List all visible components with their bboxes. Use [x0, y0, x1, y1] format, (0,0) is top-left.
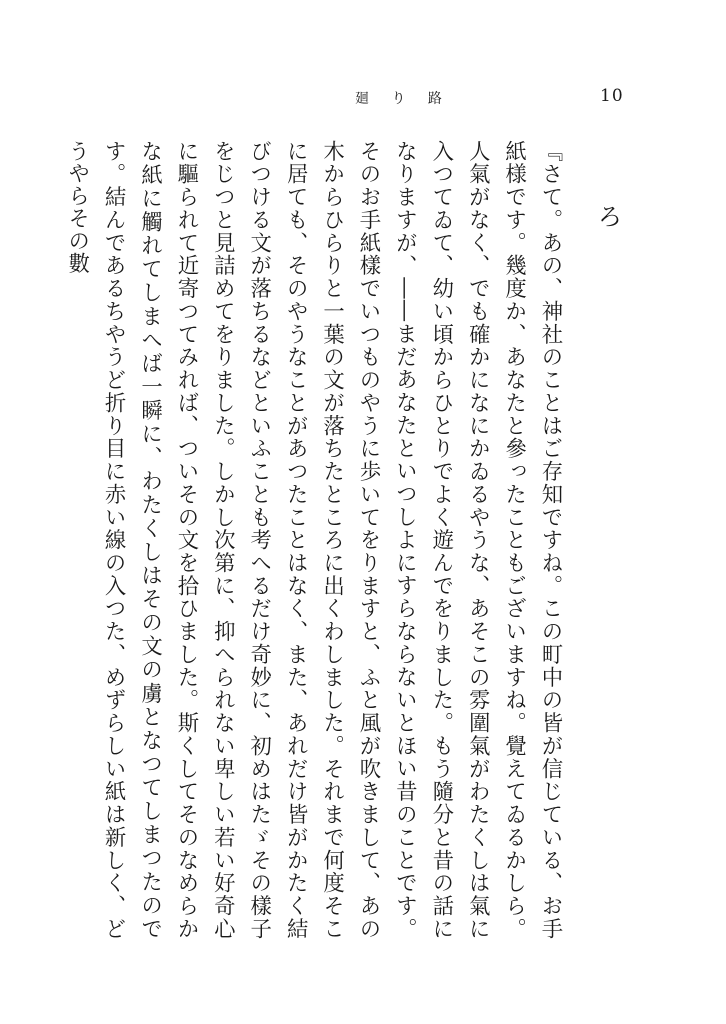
running-head [0, 88, 726, 110]
page-number: 10 [600, 86, 624, 106]
running-title: 廻 り 路 [355, 91, 451, 107]
vertical-text-block [64, 140, 568, 940]
section-mark: ろ [598, 203, 622, 231]
body-paragraph: 『さて。あの、神社のことはご存知ですね。この町中の皆が信じている、お手紙様です。幾度か、あなたと參ったこともございますね。覺えてゐるかしら。人氣がなく、でも確かになにかゐるやうな、あそこの雰圍氣がわたくしは氣に入つてゐて、幼い頃からひとりでよく遊んでをりました。もう隨分と昔の話になりますが、――まだあなたといつしよにすらならないとほい昔のことです。そのお手紙樣でいつものやうに歩いてをりますと、ふと風が吹きまして、あの木からひらりと一葉の文が落ちたところに出くわしました。それまで何度そこに居ても、そのやうなことがあつたことはなく、また、あれだけ皆がかたく結びつける文が落ちるなどといふことも考へるだけ奇妙に、初めはたゞその樣子をじつと見詰めてをりました。しかし次第に、抑へられない卑しい若い好奇心に驅られて近寄つてみれば、ついその文を拾ひました。斯くしてそのなめらかな紙に觸れてしまへば一瞬に、わたくしはその文の虜となつてしまつたのです。結んであるちやうど折り目に赤い線の入つた、めずらしい紙は新しく、どうやらその數 [64, 140, 563, 940]
